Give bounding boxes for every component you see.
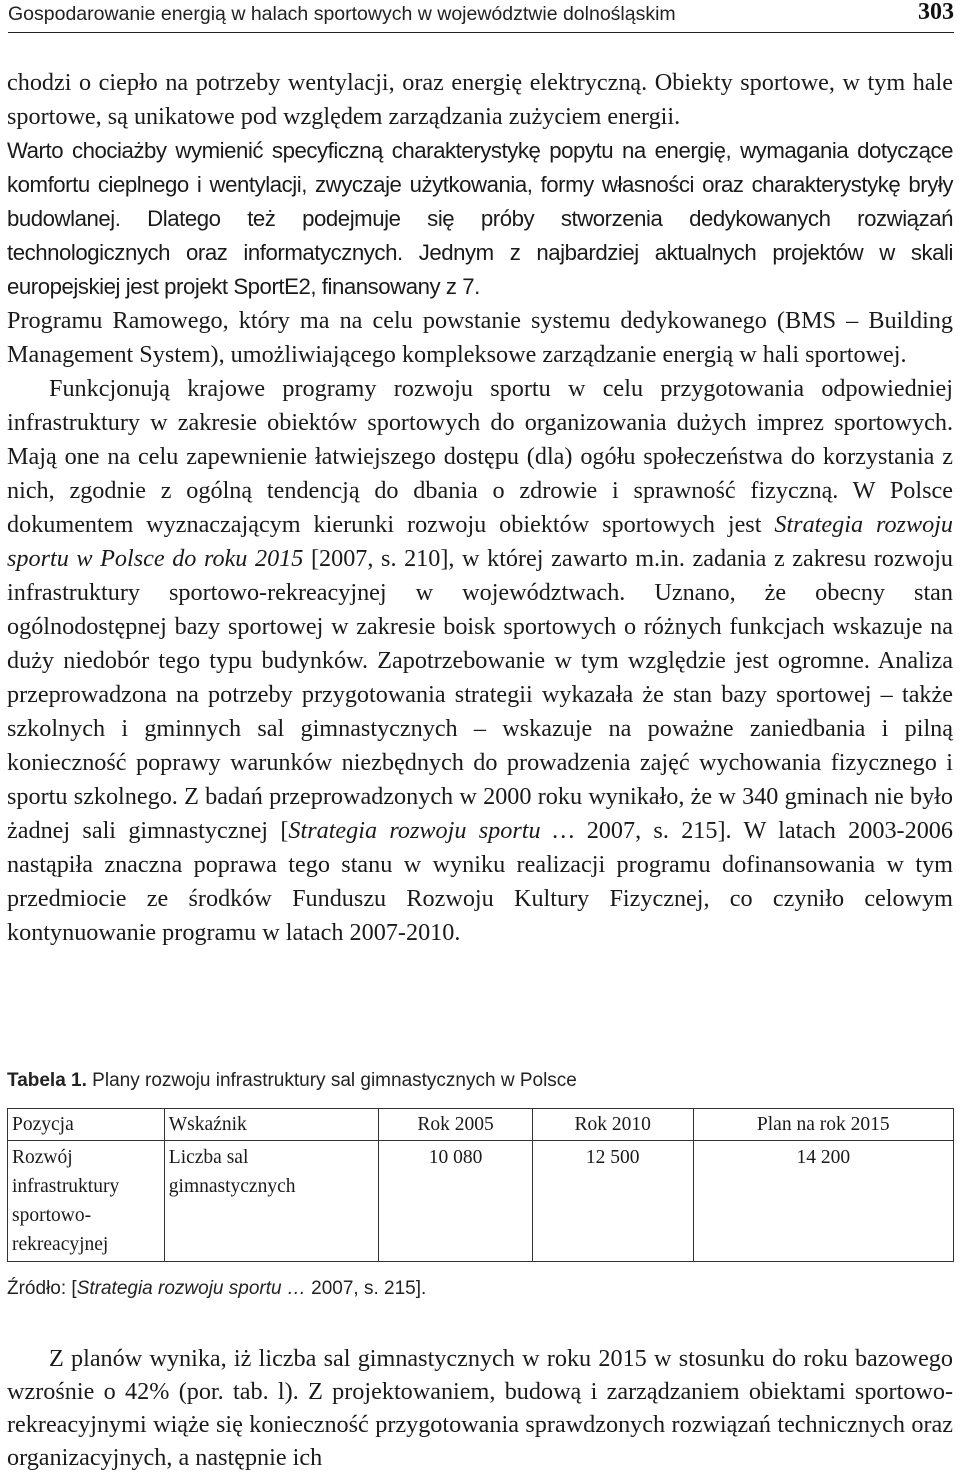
cell-year-2005: 10 080: [379, 1141, 532, 1262]
closing-paragraph: [7, 1342, 953, 1474]
source-label: Źródło: [: [7, 1278, 77, 1299]
cell-indicator: Liczba sal gimnastycznych: [164, 1141, 379, 1262]
table-source: [7, 1278, 953, 1300]
paragraph-1: [7, 66, 953, 134]
paragraph-1-part-1: chodzi o ciepło na potrzeby wentylacji, oraz energię elektryczną. Obiekty sportowe, w tym hale sportowe, są unikatowe pod względem zarządzania zużyciem energii.: [7, 69, 953, 130]
source-rest: 2007, s. 215].: [305, 1278, 427, 1299]
running-header: [8, 0, 954, 33]
header-year-2010: Rok 2010: [532, 1109, 693, 1141]
table-caption-label: Tabela 1.: [7, 1070, 87, 1091]
cell-year-2010: 12 500: [532, 1141, 693, 1262]
table-header-row: [8, 1109, 954, 1141]
body-text: [7, 66, 953, 950]
paragraph-1-condensed: [7, 134, 953, 304]
table-caption-text: Plany rozwoju infrastruktury sal gimnastycznych w Polsce: [86, 1070, 577, 1091]
closing-text: Z planów wynika, iż liczba sal gimnastycznych w roku 2015 w stosunku do roku bazowego wzrośnie o 42% (por. tab. l). Z projektowaniem, budową i zarządzaniem obiektami sportowo-rekreacyjnymi wiąże się konieczność przygotowania sprawdzonych rozwiązań technicznych oraz organizacyjnych, a następnie ich: [7, 1345, 953, 1471]
paragraph-2-text-b: [2007, s. 210], w której zawarto m.in. zadania z zakresu rozwoju infrastruktury sportowo-rekreacyjnej w województwach. Uznano, że obecny stan ogólnodostępnej bazy sportowej w zakresie boisk sportowych o różnych funkcjach wskazuje na duży niedobór tego typu budynków. Zapotrzebowanie w tym względzie jest ogromne. Analiza przeprowadzona na potrzeby przygotowania strategii wykazała że stan bazy sportowej – także szkolnych i gminnych sal gimnastycznych – wskazuje na poważne zaniedbania i pilną konieczność poprawy warunków niezbędnych do prowadzenia zajęć wychowania fizycznego i sportu szkolnego. Z badań przeprowadzonych w 2000 roku wynikało, że w 340 gminach nie było żadnej sali gimnastycznej [: [7, 545, 954, 844]
table-caption: [7, 1070, 953, 1092]
header-year-2005: Rok 2005: [379, 1109, 532, 1141]
header-indicator: Wskaźnik: [164, 1109, 379, 1141]
header-plan-2015: Plan na rok 2015: [693, 1109, 953, 1141]
paragraph-1-part-2: Warto chociażby wymienić specyficzną charakterystykę popytu na energię, wymagania dotyczące komfortu cieplnego i wentylacji, zwyczaje użytkowania, formy własności oraz charakterystykę bryły budowlanej. Dlatego też podejmuje się próby stworzenia dedykowanych rozwiązań technologicznych oraz informatycznych. Jednym z najbardziej aktualnych projektów w skali europejskiej jest projekt SportE2, finansowany z 7.: [7, 138, 953, 299]
paragraph-1-part-3: Programu Ramowego, który ma na celu powstanie systemu dedykowanego (BMS – Building Management System), umożliwiającego kompleksowe zarządzanie energią w hali sportowej.: [7, 307, 953, 368]
cell-plan-2015: 14 200: [693, 1141, 953, 1262]
paragraph-2-text-a: Funkcjonują krajowe programy rozwoju sportu w celu przygotowania odpowiedniej infrastruktury w zakresie obiektów sportowych do organizowania dużych imprez sportowych. Mają one na celu zapewnienie łatwiejszego dostępu (dla) ogółu społeczeństwa do korzystania z nich, zgodnie z ogólną tendencją do dbania o zdrowie i sprawność fizyczną. W Polsce dokumentem wyznaczającym kierunki rozwoju obiektów sportowych jest: [7, 375, 953, 538]
strategy-title: Strategia rozwoju sportu w Polsce do roku 2015: [7, 511, 954, 572]
running-title: Gospodarowanie energią w halach sportowych w województwie dolnośląskim: [8, 3, 676, 25]
table-row: [8, 1141, 954, 1262]
source-title: Strategia rozwoju sportu …: [76, 1278, 306, 1299]
citation-title: Strategia rozwoju sportu …: [288, 817, 575, 844]
paragraph-2: [7, 372, 953, 950]
infrastructure-table: [7, 1108, 954, 1262]
cell-position: Rozwój infrastruktury sportowo-rekreacyjnej: [8, 1141, 165, 1262]
paragraph-1-end: [7, 304, 953, 372]
header-position: Pozycja: [8, 1109, 165, 1141]
paragraph-2-text-c: 2007, s. 215]. W latach 2003-2006 nastąpiła znaczna poprawa tego stanu w wyniku realizacji programu dofinansowania w tym przedmiocie ze środków Funduszu Rozwoju Kultury Fizycznej, co czyniło celowym kontynuowanie programu w latach 2007-2010.: [7, 817, 953, 946]
page-number: 303: [918, 0, 954, 25]
